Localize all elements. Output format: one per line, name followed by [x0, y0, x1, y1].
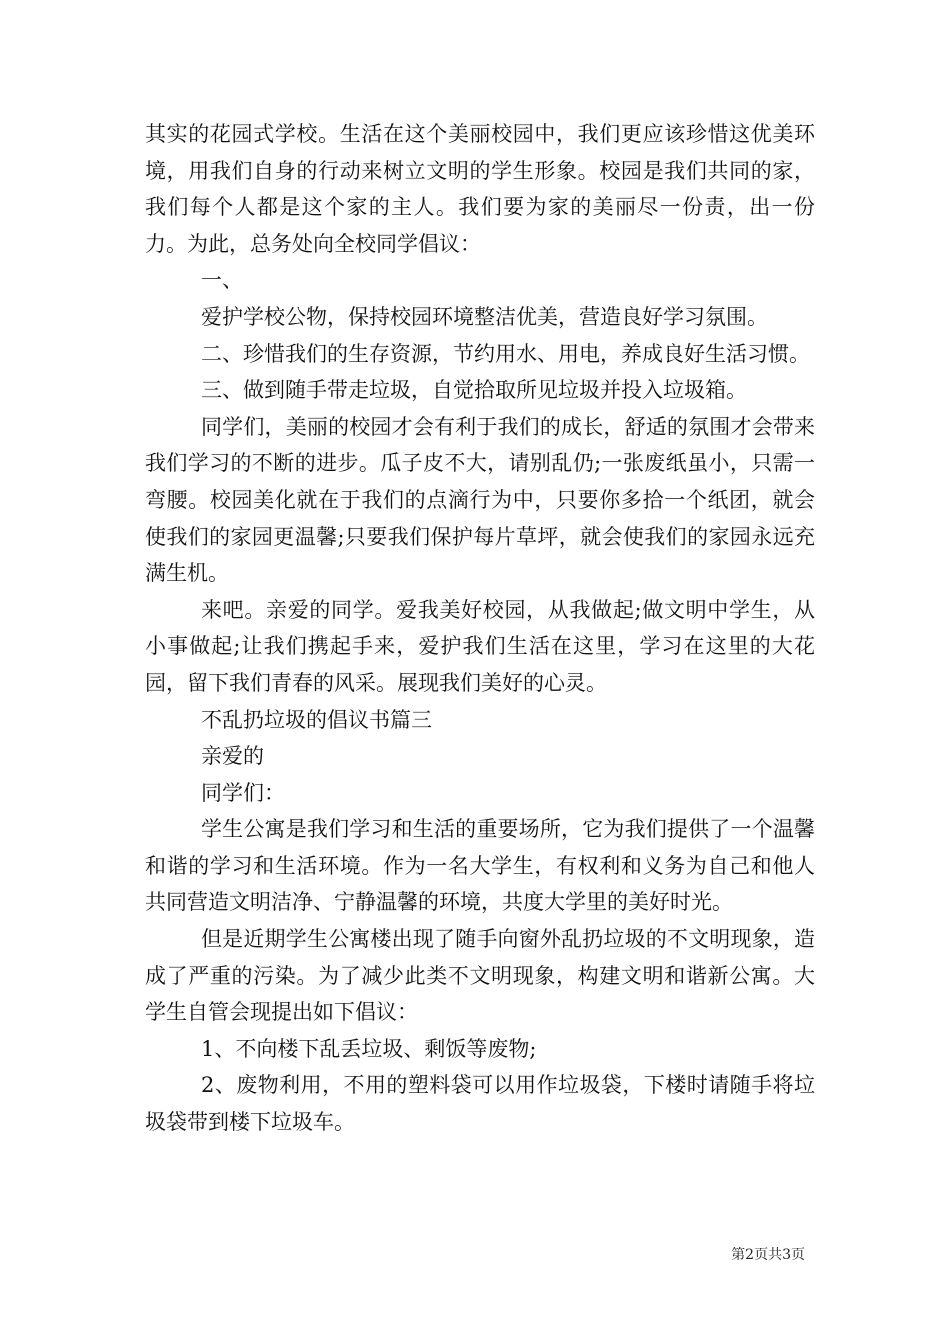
paragraph-3: 二、珍惜我们的生存资源，节约用水、用电，养成良好生活习惯。	[201, 341, 810, 366]
proposal-item-1: 1、不向楼下乱丢垃圾、剩饭等废物;	[201, 1036, 537, 1061]
paragraph-10: 学生公寓是我们学习和生活的重要场所，它为我们提供了一个温馨和谐的学习和生活环境。作为一名大学生，有权利和义务为自己和他人共同营造文明洁净、宁静温馨的环境，共度大学里的美好时光。	[145, 817, 815, 915]
salutation-line-2: 同学们：	[201, 780, 285, 805]
paragraph-0: 其实的花园式学校。生活在这个美丽校园中，我们更应该珍惜这优美环境，用我们自身的行动来树立文明的学生形象。校园是我们共同的家，我们每个人都是这个家的主人。我们要为家的美丽尽一份责，出一份力。为此，总务处向全校同学倡议：	[145, 122, 815, 256]
section-heading: 不乱扔垃圾的倡议书篇三	[201, 707, 432, 732]
proposal-item-2: 2、废物利用，不用的塑料袋可以用作垃圾袋，下楼时请随手将垃圾袋带到楼下垃圾车。	[145, 1073, 815, 1135]
salutation-line-1: 亲爱的	[201, 744, 264, 769]
paragraph-6: 来吧。亲爱的同学。爱我美好校园，从我做起;做文明中学生，从小事做起;让我们携起手来，爱护我们生活在这里，学习在这里的大花园，留下我们青春的风采。展现我们美好的心灵。	[145, 597, 815, 695]
paragraph-11: 但是近期学生公寓楼出现了随手向窗外乱扔垃圾的不文明现象，造成了严重的污染。为了减少此类不文明现象，构建文明和谐新公寓。大学生自管会现提出如下倡议：	[145, 927, 815, 1025]
paragraph-4: 三、做到随手带走垃圾，自觉拾取所见垃圾并投入垃圾箱。	[201, 378, 747, 403]
document-body	[145, 116, 815, 1141]
page-number-footer: 第2页共3页	[731, 1247, 805, 1263]
paragraph-2: 爱护学校公物，保持校园环境整洁优美，营造良好学习氛围。	[201, 304, 768, 329]
paragraph-5: 同学们，美丽的校园才会有利于我们的成长，舒适的氛围才会带来我们学习的不断的进步。瓜子皮不大，请别乱仍;一张废纸虽小，只需一弯腰。校园美化就在于我们的点滴行为中，只要你多拾一个纸团，就会使我们的家园更温馨;只要我们保护每片草坪，就会使我们的家园永远充满生机。	[145, 414, 815, 586]
paragraph-1: 一、	[201, 268, 243, 293]
